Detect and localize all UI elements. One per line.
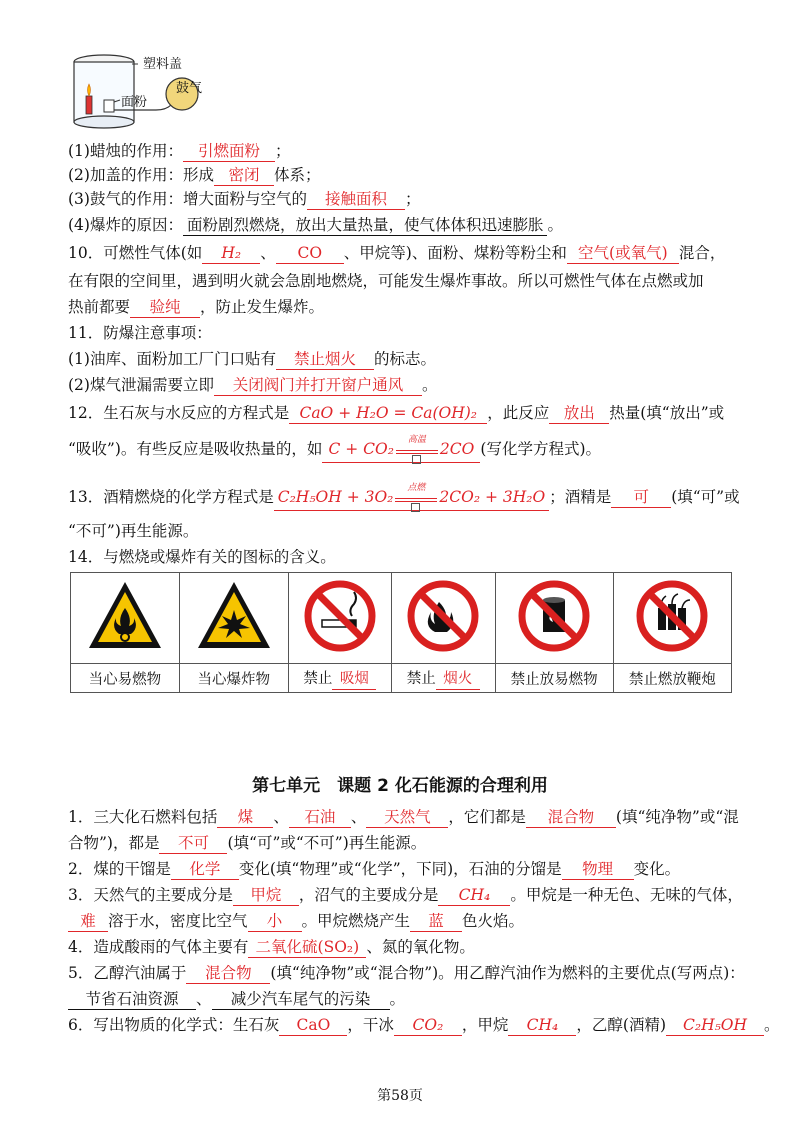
- answer-blank: 蓝: [410, 912, 462, 932]
- answer-blank: 节省石油资源: [68, 990, 196, 1010]
- sign-cell: [71, 573, 180, 664]
- answer-blank: 面粉剧烈燃烧，放出大量热量，使气体体积迅速膨胀: [183, 216, 548, 236]
- q10-line-1: 10．可燃性气体(如 H₂ 、 CO 、甲烷等)、面粉、煤粉等粉尘和 空气(或氧气) 混合，: [68, 244, 726, 262]
- section-title: 第七单元 课题 2 化石能源的合理利用: [252, 776, 548, 796]
- answer-blank: 放出: [549, 404, 609, 424]
- answer-blank: 难: [68, 912, 108, 932]
- sign-label-cell: 当心易燃物: [71, 664, 180, 693]
- answer-blank: 禁止烟火: [276, 350, 374, 370]
- answer-blank: 煤: [217, 808, 273, 828]
- figure-label-powder: 面粉: [121, 95, 148, 110]
- s1-line-2: 合物”)，都是 不可 (填“可”或“不可”)再生能源。: [68, 834, 427, 852]
- q9-line-3: (3)鼓气的作用：增大面粉与空气的 接触面积 ；: [68, 190, 421, 208]
- answer-blank: CO₂: [394, 1016, 462, 1036]
- no-smoking-icon: [302, 578, 378, 654]
- explosive-warning-icon: [194, 578, 274, 654]
- q12-line-1: 12．生石灰与水反应的方程式是 CaO + H₂O = Ca(OH)₂ ，此反应 放出 热量(填“放出”或: [68, 404, 725, 422]
- answer-blank: 二氧化硫(SO₂): [248, 938, 366, 958]
- answer-blank: 引燃面粉: [183, 142, 275, 162]
- no-firecrackers-icon: [634, 578, 710, 654]
- sign-label-cell: 当心爆炸物: [179, 664, 288, 693]
- condition-equals-sign: 点燃: [393, 488, 439, 510]
- answer-blank: C₂H₅OH: [666, 1016, 764, 1036]
- answer-blank: CH₄: [438, 886, 510, 906]
- flammable-warning-icon: [85, 578, 165, 654]
- q9-line-2: (2)加盖的作用：形成 密闭 体系；: [68, 166, 321, 184]
- condition-equals-sign: 高温: [394, 440, 440, 462]
- answer-blank: 不可: [159, 834, 227, 854]
- s4-line: 4．造成酸雨的气体主要有 二氧化硫(SO₂) 、氮的氧化物。: [68, 938, 475, 956]
- q13-line-1: 13．酒精燃烧的化学方程式是 C₂H₅OH + 3O₂ 点燃 2CO₂ + 3H₂O ；酒精是 可 (填“可”或: [68, 486, 740, 511]
- no-flammables-icon: [516, 578, 592, 654]
- sign-cell: [495, 573, 613, 664]
- s6-line: 6．写出物质的化学式：生石灰 CaO ，干冰 CO₂ ，甲烷 CH₄ ，乙醇(酒精) C₂H₅OH 。: [68, 1016, 780, 1034]
- answer-blank: 混合物: [186, 964, 270, 984]
- s5-line-1: 5．乙醇汽油属于 混合物 (填“纯净物”或“混合物”)。用乙醇汽油作为燃料的主要优点(写两点)：: [68, 964, 745, 982]
- sign-cell: [392, 573, 495, 664]
- answer-blank: 空气(或氧气): [567, 244, 679, 264]
- q11-line-1: (1)油库、面粉加工厂门口贴有 禁止烟火 的标志。: [68, 350, 436, 368]
- q9-line-1: (1)蜡烛的作用： 引燃面粉 ；: [68, 142, 291, 160]
- page-number: 第58页: [377, 1088, 423, 1104]
- no-open-flame-icon: [405, 578, 481, 654]
- sign-cell: [179, 573, 288, 664]
- s3-line-2: 难 溶于水，密度比空气 小 。甲烷燃烧产生 蓝 色火焰。: [68, 910, 524, 932]
- q10-line-2: 在有限的空间里，遇到明火就会急剧地燃烧，可能发生爆炸事故。所以可燃性气体在点燃或加: [68, 272, 704, 290]
- q11-title: 11．防爆注意事项：: [68, 324, 212, 342]
- sign-label-cell: 禁止 吸烟: [288, 664, 391, 693]
- answer-blank: 混合物: [526, 808, 616, 828]
- answer-blank: 接触面积: [307, 190, 405, 210]
- sign-cell: [288, 573, 391, 664]
- answer-blank: 甲烷: [233, 886, 299, 906]
- answer-blank: 可: [611, 488, 671, 508]
- answer-blank: 验纯: [130, 298, 200, 318]
- answer-blank: 吸烟: [332, 670, 376, 690]
- sign-label-cell: 禁止放易燃物: [495, 664, 613, 693]
- answer-blank: 减少汽车尾气的污染: [212, 990, 390, 1010]
- sign-cell: [613, 573, 731, 664]
- q13-line-2: “不可”)再生能源。: [68, 522, 199, 540]
- answer-blank: 密闭: [214, 166, 274, 186]
- figure-label-air: 鼓气: [176, 81, 203, 96]
- answer-blank: 烟火: [436, 670, 480, 690]
- sign-table: [70, 572, 732, 693]
- answer-blank: CaO: [279, 1016, 347, 1036]
- figure-label-lid: 塑料盖: [143, 57, 183, 72]
- answer-blank: 小: [248, 912, 302, 932]
- answer-blank: 物理: [562, 860, 634, 880]
- s3-line-1: 3．天然气的主要成分是 甲烷 ，沼气的主要成分是 CH₄ 。甲烷是一种无色、无味的气体，: [68, 886, 743, 904]
- q14-title: 14．与燃烧或爆炸有关的图标的含义。: [68, 548, 336, 566]
- s5-line-2: 节省石油资源 、 减少汽车尾气的污染 。: [68, 988, 405, 1010]
- answer-blank: C + CO₂ 高温 2CO: [322, 440, 480, 463]
- q12-line-2: “吸收”)。有些反应是吸收热量的，如 C + CO₂ 高温 2CO (写化学方程式)。: [68, 438, 601, 463]
- answer-blank: 化学: [171, 860, 239, 880]
- answer-blank: C₂H₅OH + 3O₂ 点燃 2CO₂ + 3H₂O: [274, 488, 549, 511]
- sign-label-cell: 禁止 烟火: [392, 664, 495, 693]
- answer-blank: CO: [276, 244, 344, 264]
- q11-line-2: (2)煤气泄漏需要立即 关闭阀门并打开窗户通风 。: [68, 376, 438, 394]
- q10-line-3: 热前都要 验纯 ，防止发生爆炸。: [68, 298, 325, 316]
- answer-blank: CaO + H₂O = Ca(OH)₂: [289, 404, 487, 424]
- s2-line: 2．煤的干馏是 化学 变化(填“物理”或“化学”，下同)，石油的分馏是 物理 变化。: [68, 860, 681, 878]
- answer-blank: 天然气: [366, 808, 448, 828]
- answer-blank: H₂: [202, 244, 260, 264]
- answer-blank: CH₄: [508, 1016, 576, 1036]
- answer-blank: 石油: [289, 808, 351, 828]
- sign-label-cell: 禁止燃放鞭炮: [613, 664, 731, 693]
- answer-blank: 关闭阀门并打开窗户通风: [214, 376, 422, 396]
- s1-line-1: 1．三大化石燃料包括 煤 、 石油 、 天然气 ，它们都是 混合物 (填“纯净物”或“混: [68, 808, 739, 826]
- q9-line-4: (4)爆炸的原因： 面粉剧烈燃烧，放出大量热量，使气体体积迅速膨胀 。: [68, 216, 563, 234]
